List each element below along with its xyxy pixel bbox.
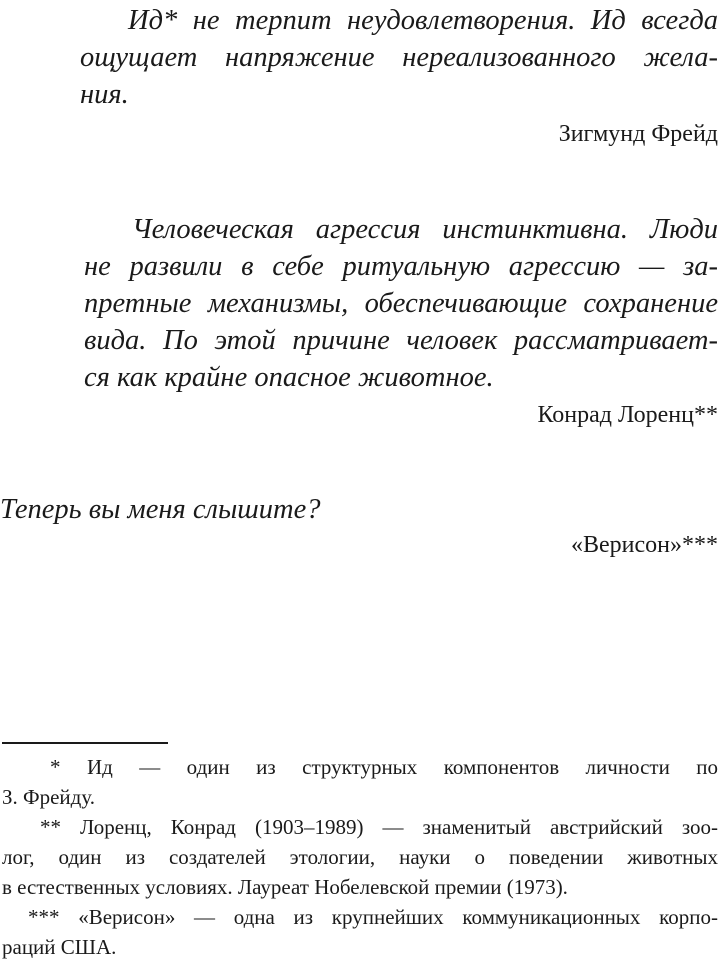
epigraph-lorenz [0, 211, 718, 430]
footnote-divider [2, 742, 168, 744]
attribution-freud: Зигмунд Фрейд [558, 121, 718, 147]
footnote-line: в естественных условиях. Лауреат Нобелевской премии (1973). [2, 875, 568, 899]
attribution-verizon: «Верисон»*** [571, 532, 718, 558]
epigraph-verizon [0, 491, 718, 560]
footnote-line: ** Лоренц, Конрад (1903–1989) — знаменитый австрийский зоо- [40, 815, 718, 839]
epigraph-line: Человеческая агрессия инстинктивна. Люди [132, 214, 718, 245]
footnote-line: раций США. [2, 935, 117, 959]
epigraph-line: ния. [80, 79, 129, 110]
footnote-id [2, 752, 718, 812]
epigraph-text [0, 211, 718, 396]
footnote-line: лог, один из создателей этологии, науки о поведении животных [2, 845, 718, 869]
footnote-line: *** «Верисон» — одна из крупнейших коммуникационных корпо- [28, 905, 718, 929]
epigraph-line: Ид* не терпит неудовлетворения. Ид всегда [128, 5, 718, 36]
epigraph-freud [0, 2, 718, 149]
epigraph-line: вида. По этой причине человек рассматривает- [84, 325, 718, 356]
epigraph-line: не развили в себе ритуальную агрессию — за- [84, 251, 718, 282]
footnote-line: З. Фрейду. [2, 785, 96, 809]
epigraph-line: претные механизмы, обеспечивающие сохранение [84, 288, 718, 319]
epigraph-line: ся как крайне опасное животное. [84, 362, 494, 393]
epigraph-text [0, 2, 718, 113]
footnote-verizon [2, 902, 718, 962]
footnote-line: * Ид — один из структурных компонентов личности по [50, 755, 718, 779]
epigraph-line: ощущает напряжение нереализованного жела- [80, 42, 718, 73]
footnote-lorenz [2, 812, 718, 902]
epigraph-text [0, 491, 718, 528]
attribution-lorenz: Конрад Лоренц** [537, 402, 718, 428]
epigraph-line: Теперь вы меня слышите? [0, 494, 321, 525]
footnotes [2, 752, 718, 962]
